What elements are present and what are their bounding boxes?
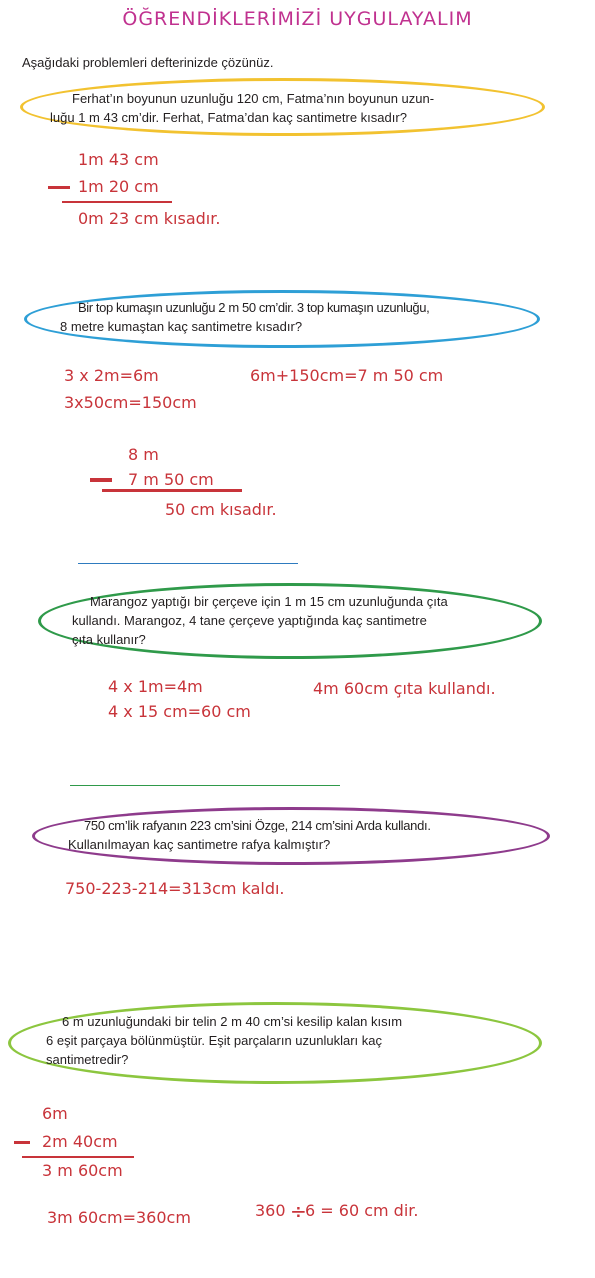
p5-line-b: 360 (255, 1201, 286, 1220)
p1-result: 0m 23 cm kısadır. (78, 209, 221, 228)
p4-line-a: 750-223-214=313cm kaldı. (65, 879, 285, 898)
p1-underline (62, 201, 172, 203)
instructions: Aşağıdaki problemleri defterinizde çözünüz. (22, 55, 274, 70)
p3-line-b: 4 x 15 cm=60 cm (108, 702, 251, 721)
p2-minuend: 8 m (128, 445, 159, 464)
p2-line-a: 3 x 2m=6m (64, 366, 159, 385)
p5-minus-sign (14, 1141, 30, 1144)
p1-minus-sign (48, 186, 70, 189)
p5-underline (22, 1156, 134, 1158)
p5-subtrahend: 2m 40cm (42, 1132, 118, 1151)
p2-subtrahend: 7 m 50 cm (128, 470, 214, 489)
p2-line-c: 6m+150cm=7 m 50 cm (250, 366, 444, 385)
problem-3-text: Marangoz yaptığı bir çerçeve için 1 m 15 cm uzunluğunda çıta kullandı. Marangoz, 4 tane çerçeve yaptığında kaç santimetre çıta kullanır? (72, 594, 448, 647)
p1-subtrahend: 1m 20 cm (78, 177, 159, 196)
divider-2 (70, 785, 340, 786)
p3-line-c: 4m 60cm çıta kullandı. (313, 679, 496, 698)
p5-line-a: 3m 60cm=360cm (47, 1208, 191, 1227)
p1-minuend: 1m 43 cm (78, 150, 159, 169)
p5-minuend: 6m (42, 1104, 68, 1123)
page-title: ÖĞRENDİKLERİMİZİ UYGULAYALIM (122, 8, 473, 30)
p3-line-a: 4 x 1m=4m (108, 677, 203, 696)
p2-result: 50 cm kısadır. (165, 500, 277, 519)
p5-line-c: 6 = 60 cm dir. (305, 1201, 419, 1220)
divider-1 (78, 563, 298, 564)
p2-underline (102, 489, 242, 492)
p2-minus-sign (90, 478, 112, 482)
p5-result: 3 m 60cm (42, 1161, 123, 1180)
problem-2-text: Bir top kumaşın uzunluğu 2 m 50 cm’dir. 3 top kumaşın uzunluğu, 8 metre kumaştan kaç santimetre kısadır? (60, 300, 430, 334)
problem-5-text: 6 m uzunluğundaki bir telin 2 m 40 cm’si kesilip kalan kısım 6 eşit parçaya bölünmüştür. Eşit parçaların uzunlukları kaç santimetredir? (46, 1014, 403, 1067)
p5-division-sign: ÷ (290, 1199, 307, 1223)
p2-line-b: 3x50cm=150cm (64, 393, 197, 412)
problem-1-text: Ferhat’ın boyunun uzunluğu 120 cm, Fatma’nın boyunun uzun- luğu 1 m 43 cm’dir. Ferhat, Fatma’dan kaç santimetre kısadır? (50, 91, 435, 125)
problem-4-text: 750 cm’lik rafyanın 223 cm’sini Özge, 214 cm’sini Arda kullandı. Kullanılmayan kaç santimetre rafya kalmıştır? (68, 818, 431, 852)
